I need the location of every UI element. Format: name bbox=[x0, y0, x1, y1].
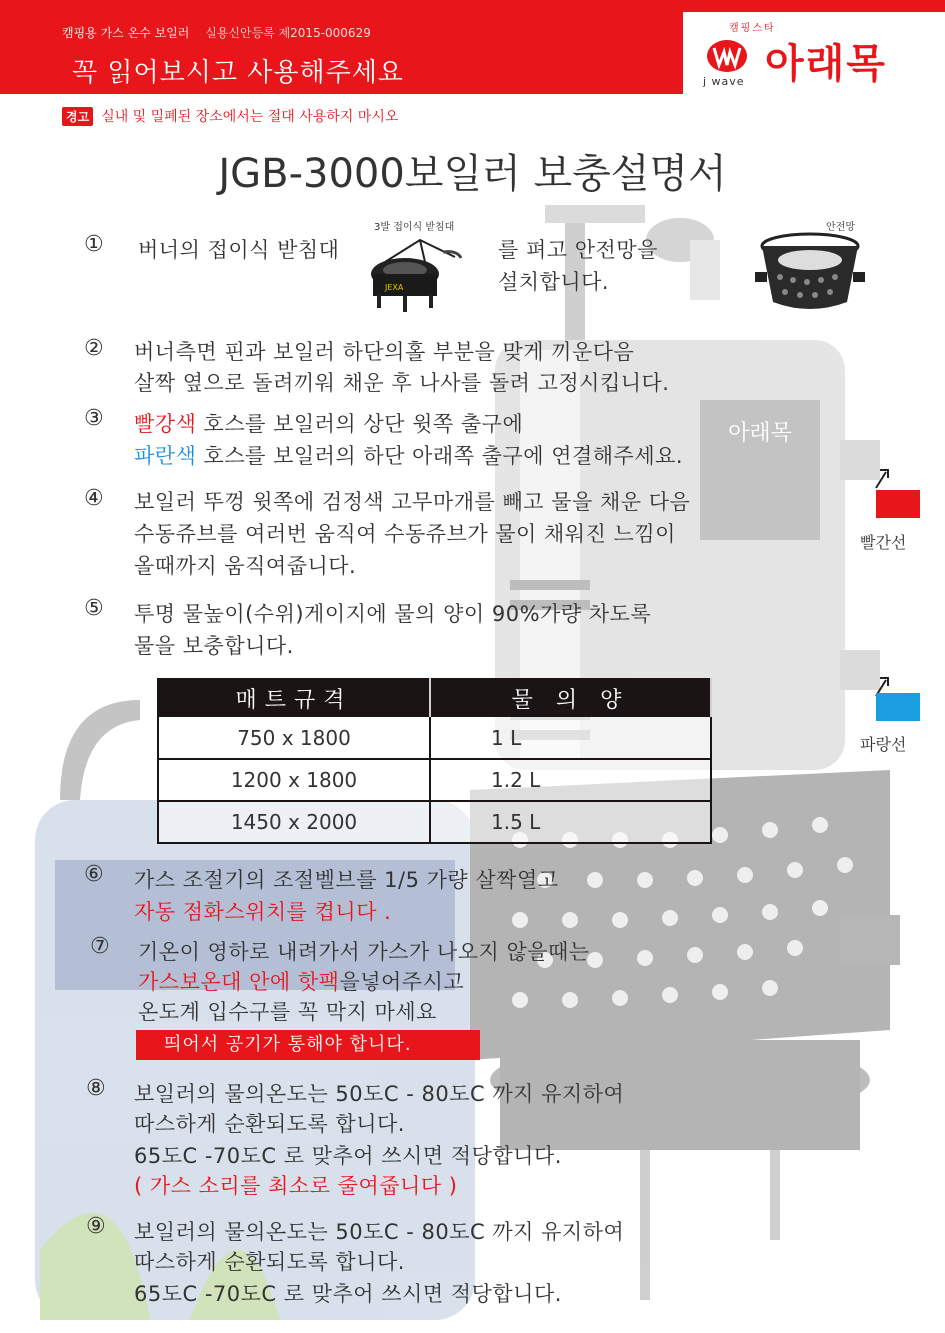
step-5-line-2: 물을 보충합니다. bbox=[134, 634, 294, 658]
step-1-number: ① bbox=[84, 232, 104, 257]
table-row bbox=[158, 801, 711, 843]
step-9-number: ⑨ bbox=[86, 1214, 106, 1239]
step-5-number: ⑤ bbox=[84, 596, 104, 621]
table-row bbox=[158, 717, 711, 759]
step-8-line-3: 65도C -70도C 로 맞추어 쓰시면 적당합니다. bbox=[134, 1144, 562, 1168]
svg-text:아래목: 아래목 bbox=[728, 421, 792, 446]
step-7-banner: 띄어서 공기가 통해야 합니다. bbox=[136, 1030, 480, 1060]
step-1-text-c: 설치합니다. bbox=[498, 270, 610, 294]
step-9-line-3: 65도C -70도C 로 맞추어 쓰시면 적당합니다. bbox=[134, 1282, 562, 1306]
step-2-line-2: 살짝 옆으로 돌려끼워 채운 후 나사를 돌려 고정시킵니다. bbox=[134, 371, 670, 395]
table-cell: 750 x 1800 bbox=[158, 717, 430, 759]
step-7-line-2 bbox=[138, 966, 464, 996]
step-4-number: ④ bbox=[84, 486, 104, 511]
step-3-line-1 bbox=[134, 408, 523, 438]
red-hose-swatch bbox=[876, 490, 920, 518]
brand-logo-icon bbox=[705, 38, 749, 74]
step-6-number: ⑥ bbox=[84, 862, 104, 887]
table-header-row bbox=[158, 679, 711, 717]
step-7-line-1: 기온이 영하로 내려가서 가스가 나오지 않을때는 bbox=[138, 940, 590, 964]
warning-line bbox=[62, 106, 398, 126]
table-header-mat-size: 매트규격 bbox=[158, 679, 430, 717]
blue-word: 파란색 bbox=[134, 444, 197, 468]
step-2-line-1: 버너측면 핀과 보일러 하단의홀 부분을 맞게 끼운다음 bbox=[134, 340, 635, 364]
table-cell: 1.2 L bbox=[430, 759, 711, 801]
step-8-line-4: ( 가스 소리를 최소로 줄여줍니다 ) bbox=[134, 1174, 458, 1198]
table-header-water-amount: 물 의 양 bbox=[430, 679, 711, 717]
folding-stand-image bbox=[365, 232, 475, 322]
table-cell: 1.5 L bbox=[430, 801, 711, 843]
brand-box bbox=[683, 12, 945, 94]
page-title: JGB-3000보일러 보충설명서 bbox=[218, 151, 727, 197]
red-word: 빨강색 bbox=[134, 412, 197, 436]
safety-net-label: 안전망 bbox=[826, 222, 855, 233]
step-7-hotpack: 가스보온대 안에 핫팩 bbox=[138, 970, 340, 994]
step-8-line-2: 따스하게 순환되도록 합니다. bbox=[134, 1112, 405, 1136]
step-4-line-3: 올때까지 움직여줍니다. bbox=[134, 554, 357, 578]
step-7-line-2-rest: 을넣어주시고 bbox=[339, 970, 465, 994]
step-7-line-3: 온도계 입수구를 꼭 막지 마세요 bbox=[138, 1000, 437, 1024]
red-hose-label: 빨간선 bbox=[860, 533, 907, 552]
svg-text:JEXA: JEXA bbox=[385, 283, 404, 292]
step-7-number: ⑦ bbox=[90, 934, 110, 959]
table-row bbox=[158, 759, 711, 801]
arrow-up-icon bbox=[872, 466, 892, 490]
step-6-line-2: 자동 점화스위치를 켭니다 . bbox=[134, 900, 392, 924]
safety-net-image bbox=[755, 232, 865, 316]
table-cell: 1200 x 1800 bbox=[158, 759, 430, 801]
step-1-text-a: 버너의 접이식 받침대 bbox=[138, 238, 340, 262]
table-cell: 1 L bbox=[430, 717, 711, 759]
brand-name: 아래목 bbox=[765, 41, 887, 87]
blue-hose-swatch bbox=[876, 693, 920, 721]
brand-small-text: 캠핑스타 bbox=[729, 23, 776, 34]
blue-hose-label: 파랑선 bbox=[860, 735, 907, 754]
step-9-line-1: 보일러의 물의온도는 50도C - 80도C 까지 유지하여 bbox=[134, 1220, 625, 1244]
brand-sub-text: j wave bbox=[703, 75, 745, 88]
step-8-number: ⑧ bbox=[86, 1076, 106, 1101]
step-8-line-1: 보일러의 물의온도는 50도C - 80도C 까지 유지하여 bbox=[134, 1082, 625, 1106]
patent-number: 실용신안등록 제2015-000629 bbox=[205, 26, 371, 40]
warning-badge: 경고 bbox=[62, 107, 93, 126]
step-4-line-1: 보일러 뚜껑 윗쪽에 검정색 고무마개를 빼고 물을 채운 다음 bbox=[134, 490, 691, 514]
header-main-text: 꼭 읽어보시고 사용해주세요 bbox=[72, 58, 404, 88]
step-4-line-2: 수동쥬브를 여러번 움직여 수동쥬브가 물이 채워진 느낌이 bbox=[134, 522, 676, 546]
step-3-number: ③ bbox=[84, 406, 104, 431]
stand-label: 3발 접이식 받침대 bbox=[374, 222, 455, 233]
mat-water-table bbox=[157, 678, 712, 844]
header-top-line bbox=[62, 24, 371, 41]
step-5-line-1: 투명 물높이(수위)게이지에 물의 양이 90%가량 차도록 bbox=[134, 602, 652, 626]
step-3-line-1-rest: 호스를 보일러의 상단 윗쪽 출구에 bbox=[196, 412, 524, 436]
step-2-number: ② bbox=[84, 336, 104, 361]
header-banner bbox=[0, 0, 945, 94]
step-9-line-2: 따스하게 순환되도록 합니다. bbox=[134, 1250, 405, 1274]
warning-text: 실내 및 밀폐된 장소에서는 절대 사용하지 마시오 bbox=[101, 109, 399, 125]
step-3-line-2-rest: 호스를 보일러의 하단 아래쪽 출구에 연결해주세요. bbox=[196, 444, 684, 468]
step-3-line-2 bbox=[134, 440, 683, 470]
step-1-text-b: 를 펴고 안전망을 bbox=[498, 238, 658, 262]
table-cell: 1450 x 2000 bbox=[158, 801, 430, 843]
step-6-line-1: 가스 조절기의 조절벨브를 1/5 가량 살짝열고 bbox=[134, 868, 559, 892]
header-top-text: 캠핑용 가스 온수 보일러 bbox=[62, 26, 190, 40]
